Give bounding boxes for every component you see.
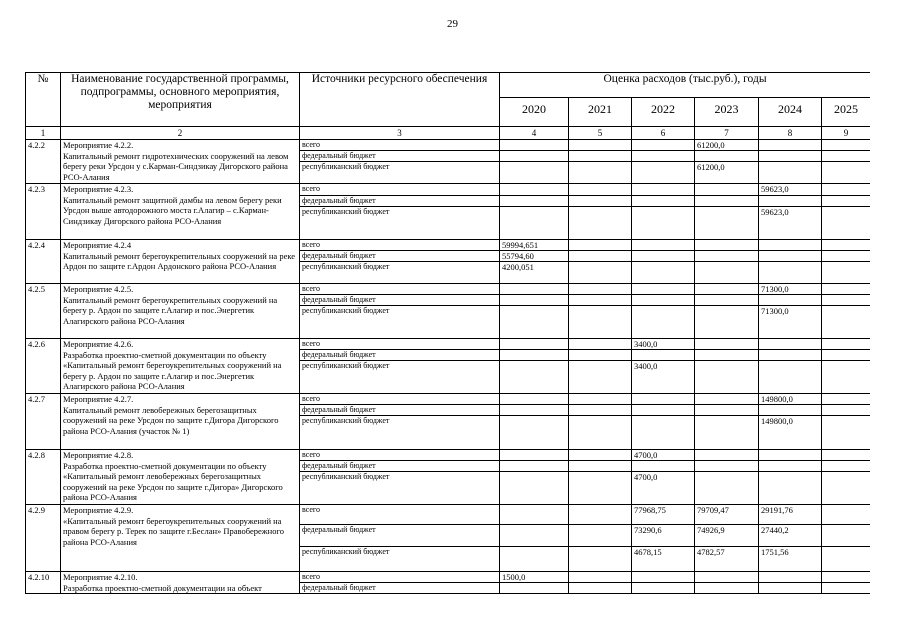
amount-cell: [695, 350, 759, 361]
column-number: 4: [500, 127, 569, 140]
amount-cell: [569, 525, 632, 547]
amount-cell: [569, 461, 632, 472]
amount-cell: 27440,2: [759, 525, 822, 547]
amount-cell: [822, 184, 871, 196]
amount-cell: [695, 151, 759, 162]
header-num: №: [26, 73, 61, 127]
amount-cell: [500, 547, 569, 572]
amount-cell: [822, 262, 871, 284]
funding-source: федеральный бюджет: [300, 461, 500, 472]
amount-cell: [822, 405, 871, 416]
amount-cell: [632, 350, 695, 361]
amount-cell: 59623,0: [759, 184, 822, 196]
amount-cell: [569, 361, 632, 394]
amount-cell: 149800,0: [759, 394, 822, 405]
amount-cell: [822, 416, 871, 450]
funding-source: федеральный бюджет: [300, 295, 500, 306]
amount-cell: [500, 361, 569, 394]
amount-cell: [569, 416, 632, 450]
amount-cell: [500, 505, 569, 525]
amount-cell: [759, 450, 822, 461]
amount-cell: [569, 207, 632, 240]
header-year: 2024: [759, 98, 822, 127]
measure-code: 4.2.8: [26, 450, 61, 505]
amount-cell: [632, 240, 695, 251]
amount-cell: [569, 450, 632, 461]
amount-cell: [632, 251, 695, 262]
amount-cell: [695, 196, 759, 207]
amount-cell: [569, 284, 632, 295]
measure-name: [61, 140, 300, 184]
column-number: 8: [759, 127, 822, 140]
amount-cell: [695, 306, 759, 339]
header-name: Наименование государственной программы, подпрограммы, основного мероприятия, мероприятия: [61, 73, 300, 127]
header-year: 2025: [822, 98, 871, 127]
measure-description: Разработка проектно-сметной документации по объекту «Капитальный ремонт левобережных берегозащитных сооружений на реке Урсдон по защите г.Дигора» Дигорского района РСО-Алания: [63, 460, 283, 502]
amount-cell: 1500,0: [500, 572, 569, 583]
measure-code: 4.2.10: [26, 572, 61, 594]
measure-name: [61, 572, 300, 594]
amount-cell: 29191,76: [759, 505, 822, 525]
column-number: 6: [632, 127, 695, 140]
amount-cell: [695, 207, 759, 240]
amount-cell: [569, 184, 632, 196]
amount-cell: [569, 394, 632, 405]
column-number: 3: [300, 127, 500, 140]
measure-title: Мероприятие 4.2.8.: [63, 450, 134, 460]
funding-source: республиканский бюджет: [300, 472, 500, 505]
funding-source: всего: [300, 505, 500, 525]
amount-cell: 74926,9: [695, 525, 759, 547]
measure-name: [61, 284, 300, 339]
amount-cell: [759, 350, 822, 361]
measure-title: Мероприятие 4.2.9.: [63, 505, 134, 515]
amount-cell: [500, 394, 569, 405]
amount-cell: [632, 394, 695, 405]
funding-source: республиканский бюджет: [300, 262, 500, 284]
amount-cell: [695, 240, 759, 251]
amount-cell: [632, 196, 695, 207]
amount-cell: [759, 361, 822, 394]
amount-cell: [759, 240, 822, 251]
amount-cell: [632, 284, 695, 295]
amount-cell: [500, 583, 569, 594]
measure-title: Мероприятие 4.2.6.: [63, 339, 134, 349]
amount-cell: [632, 572, 695, 583]
amount-cell: [822, 295, 871, 306]
measure-name: [61, 505, 300, 572]
amount-cell: [500, 151, 569, 162]
amount-cell: [569, 140, 632, 151]
amount-cell: [632, 151, 695, 162]
funding-source: всего: [300, 450, 500, 461]
amount-cell: [759, 162, 822, 184]
amount-cell: [822, 207, 871, 240]
funding-source: федеральный бюджет: [300, 525, 500, 547]
amount-cell: [695, 405, 759, 416]
amount-cell: [569, 162, 632, 184]
amount-cell: 71300,0: [759, 306, 822, 339]
measure-name: [61, 339, 300, 394]
amount-cell: [500, 339, 569, 350]
amount-cell: [500, 405, 569, 416]
amount-cell: [822, 251, 871, 262]
amount-cell: [500, 306, 569, 339]
amount-cell: [695, 251, 759, 262]
amount-cell: [500, 184, 569, 196]
page-number: 29: [447, 18, 458, 30]
amount-cell: 79709,47: [695, 505, 759, 525]
amount-cell: 3400,0: [632, 339, 695, 350]
column-number: 7: [695, 127, 759, 140]
measure-title: Мероприятие 4.2.2.: [63, 140, 134, 150]
measure-code: 4.2.9: [26, 505, 61, 572]
amount-cell: [822, 306, 871, 339]
funding-source: всего: [300, 284, 500, 295]
amount-cell: [569, 151, 632, 162]
amount-cell: [569, 262, 632, 284]
measure-description: Капитальный ремонт защитной дамбы на левом берегу реки Урсдон выше автодорожного моста г.Алагир – с.Карман-Синдзикау Дигорского района РСО-Алания: [63, 194, 282, 226]
amount-cell: [822, 394, 871, 405]
table-row: [26, 572, 871, 583]
expenditure-table: [25, 72, 870, 594]
amount-cell: 4700,0: [632, 472, 695, 505]
amount-cell: [500, 525, 569, 547]
amount-cell: [569, 572, 632, 583]
amount-cell: 4782,57: [695, 547, 759, 572]
funding-source: федеральный бюджет: [300, 405, 500, 416]
amount-cell: 59994,651: [500, 240, 569, 251]
amount-cell: [500, 350, 569, 361]
measure-title: Мероприятие 4.2.5.: [63, 284, 134, 294]
amount-cell: [822, 350, 871, 361]
funding-source: республиканский бюджет: [300, 306, 500, 339]
measure-description: Капитальный ремонт гидротехнических сооружений на левом берегу реки Урсдон у с.Карман-Синдзикау Дигорского района РСО-Алания: [63, 150, 289, 182]
amount-cell: [695, 472, 759, 505]
amount-cell: [822, 547, 871, 572]
funding-source: республиканский бюджет: [300, 416, 500, 450]
header-year: 2023: [695, 98, 759, 127]
amount-cell: [822, 505, 871, 525]
measure-name: [61, 184, 300, 240]
amount-cell: [500, 207, 569, 240]
amount-cell: [695, 361, 759, 394]
funding-source: всего: [300, 572, 500, 583]
measure-name: [61, 450, 300, 505]
amount-cell: [632, 295, 695, 306]
amount-cell: 61200,0: [695, 162, 759, 184]
amount-cell: 61200,0: [695, 140, 759, 151]
amount-cell: [632, 207, 695, 240]
amount-cell: [822, 525, 871, 547]
amount-cell: [569, 306, 632, 339]
amount-cell: 55794,60: [500, 251, 569, 262]
amount-cell: [632, 162, 695, 184]
funding-source: всего: [300, 184, 500, 196]
measure-description: Капитальный ремонт берегоукрепительных сооружений на реке Ардон по защите г.Ардон Ардонского района РСО-Алания: [63, 250, 296, 271]
amount-cell: [500, 140, 569, 151]
amount-cell: 4678,15: [632, 547, 695, 572]
amount-cell: [569, 350, 632, 361]
measure-code: 4.2.4: [26, 240, 61, 284]
amount-cell: [569, 405, 632, 416]
amount-cell: [822, 240, 871, 251]
amount-cell: [500, 162, 569, 184]
amount-cell: [500, 472, 569, 505]
amount-cell: [822, 361, 871, 394]
amount-cell: [759, 140, 822, 151]
amount-cell: [569, 196, 632, 207]
amount-cell: 1751,56: [759, 547, 822, 572]
amount-cell: 73290,6: [632, 525, 695, 547]
column-number: 5: [569, 127, 632, 140]
measure-name: [61, 240, 300, 284]
amount-cell: [632, 583, 695, 594]
amount-cell: 3400,0: [632, 361, 695, 394]
amount-cell: [759, 339, 822, 350]
amount-cell: [759, 572, 822, 583]
amount-cell: [500, 295, 569, 306]
amount-cell: [822, 461, 871, 472]
amount-cell: [695, 450, 759, 461]
amount-cell: [695, 583, 759, 594]
amount-cell: [695, 339, 759, 350]
amount-cell: [695, 284, 759, 295]
measure-code: 4.2.3: [26, 184, 61, 240]
funding-source: республиканский бюджет: [300, 207, 500, 240]
measure-name: [61, 394, 300, 450]
amount-cell: [695, 572, 759, 583]
amount-cell: [822, 196, 871, 207]
amount-cell: [759, 583, 822, 594]
amount-cell: [632, 461, 695, 472]
amount-cell: 71300,0: [759, 284, 822, 295]
table-body: [26, 140, 871, 594]
amount-cell: [569, 295, 632, 306]
amount-cell: [759, 251, 822, 262]
measure-title: Мероприятие 4.2.7.: [63, 394, 134, 404]
amount-cell: [569, 240, 632, 251]
measure-code: 4.2.7: [26, 394, 61, 450]
funding-source: республиканский бюджет: [300, 361, 500, 394]
amount-cell: [695, 416, 759, 450]
amount-cell: [759, 151, 822, 162]
amount-cell: [759, 461, 822, 472]
amount-cell: [500, 284, 569, 295]
amount-cell: 149800,0: [759, 416, 822, 450]
table-row: [26, 140, 871, 151]
amount-cell: [759, 262, 822, 284]
amount-cell: 59623,0: [759, 207, 822, 240]
header-year: 2021: [569, 98, 632, 127]
amount-cell: [569, 505, 632, 525]
amount-cell: [632, 262, 695, 284]
amount-cell: [822, 450, 871, 461]
amount-cell: [632, 184, 695, 196]
header-year: 2020: [500, 98, 569, 127]
amount-cell: [822, 284, 871, 295]
amount-cell: [569, 472, 632, 505]
funding-source: всего: [300, 394, 500, 405]
measure-title: Мероприятие 4.2.3.: [63, 184, 134, 194]
measure-description: Разработка проектно-сметной документации по объекту «Капитальный ремонт берегоукрепительных сооружений на берегу р. Ардон по защите г.Алагир и пос.Энергетик Алагирского района РСО-Алания: [63, 349, 282, 391]
funding-source: федеральный бюджет: [300, 251, 500, 262]
amount-cell: 77968,75: [632, 505, 695, 525]
amount-cell: [695, 295, 759, 306]
amount-cell: 4700,0: [632, 450, 695, 461]
measure-code: 4.2.5: [26, 284, 61, 339]
amount-cell: [759, 472, 822, 505]
funding-source: всего: [300, 339, 500, 350]
column-number: 1: [26, 127, 61, 140]
amount-cell: [695, 262, 759, 284]
funding-source: всего: [300, 140, 500, 151]
column-number: 2: [61, 127, 300, 140]
measure-title: Мероприятие 4.2.10.: [63, 572, 138, 582]
funding-source: республиканский бюджет: [300, 162, 500, 184]
table-row: [26, 450, 871, 461]
funding-source: республиканский бюджет: [300, 547, 500, 572]
amount-cell: [822, 162, 871, 184]
table-row: [26, 394, 871, 405]
measure-description: Капитальный ремонт левобережных берегозащитных сооружений на реке Урсдон по защите г.Дигора Дигорского района РСО-Алания (участок № 1): [63, 404, 279, 436]
amount-cell: [632, 416, 695, 450]
amount-cell: [569, 583, 632, 594]
amount-cell: [569, 547, 632, 572]
amount-cell: [759, 405, 822, 416]
measure-description: Разработка проектно-сметной документации на объект: [63, 582, 262, 593]
amount-cell: [632, 306, 695, 339]
header-sources: Источники ресурсного обеспечения: [300, 73, 500, 127]
amount-cell: [632, 140, 695, 151]
funding-source: федеральный бюджет: [300, 350, 500, 361]
amount-cell: [500, 450, 569, 461]
table-row: [26, 339, 871, 350]
amount-cell: [632, 405, 695, 416]
amount-cell: [822, 151, 871, 162]
amount-cell: [822, 583, 871, 594]
amount-cell: [759, 196, 822, 207]
amount-cell: [759, 295, 822, 306]
document-sheet: [25, 72, 870, 640]
funding-source: всего: [300, 240, 500, 251]
amount-cell: [500, 416, 569, 450]
funding-source: федеральный бюджет: [300, 196, 500, 207]
table-row: [26, 240, 871, 251]
amount-cell: [695, 184, 759, 196]
measure-code: 4.2.6: [26, 339, 61, 394]
column-number: 9: [822, 127, 871, 140]
table-row: [26, 505, 871, 525]
amount-cell: [822, 572, 871, 583]
funding-source: федеральный бюджет: [300, 151, 500, 162]
amount-cell: [500, 461, 569, 472]
table-row: [26, 184, 871, 196]
header-year: 2022: [632, 98, 695, 127]
table-row: [26, 284, 871, 295]
measure-title: Мероприятие 4.2.4: [63, 240, 132, 250]
amount-cell: [695, 394, 759, 405]
amount-cell: [695, 461, 759, 472]
amount-cell: [500, 196, 569, 207]
amount-cell: [569, 339, 632, 350]
funding-source: федеральный бюджет: [300, 583, 500, 594]
amount-cell: [822, 140, 871, 151]
amount-cell: 4200,051: [500, 262, 569, 284]
measure-description: «Капитальный ремонт берегоукрепительных сооружений на правом берегу р. Терек по защите г.Беслан» Правобережного района РСО-Алания: [63, 515, 284, 547]
amount-cell: [569, 251, 632, 262]
amount-cell: [822, 472, 871, 505]
measure-description: Капитальный ремонт берегоукрепительных сооружений на берегу р. Ардон по защите г.Алагир и пос.Энергетик Алагирского района РСО-Алания: [63, 294, 278, 326]
header-estimate: Оценка расходов (тыс.руб.), годы: [500, 73, 871, 98]
measure-code: 4.2.2: [26, 140, 61, 184]
amount-cell: [822, 339, 871, 350]
